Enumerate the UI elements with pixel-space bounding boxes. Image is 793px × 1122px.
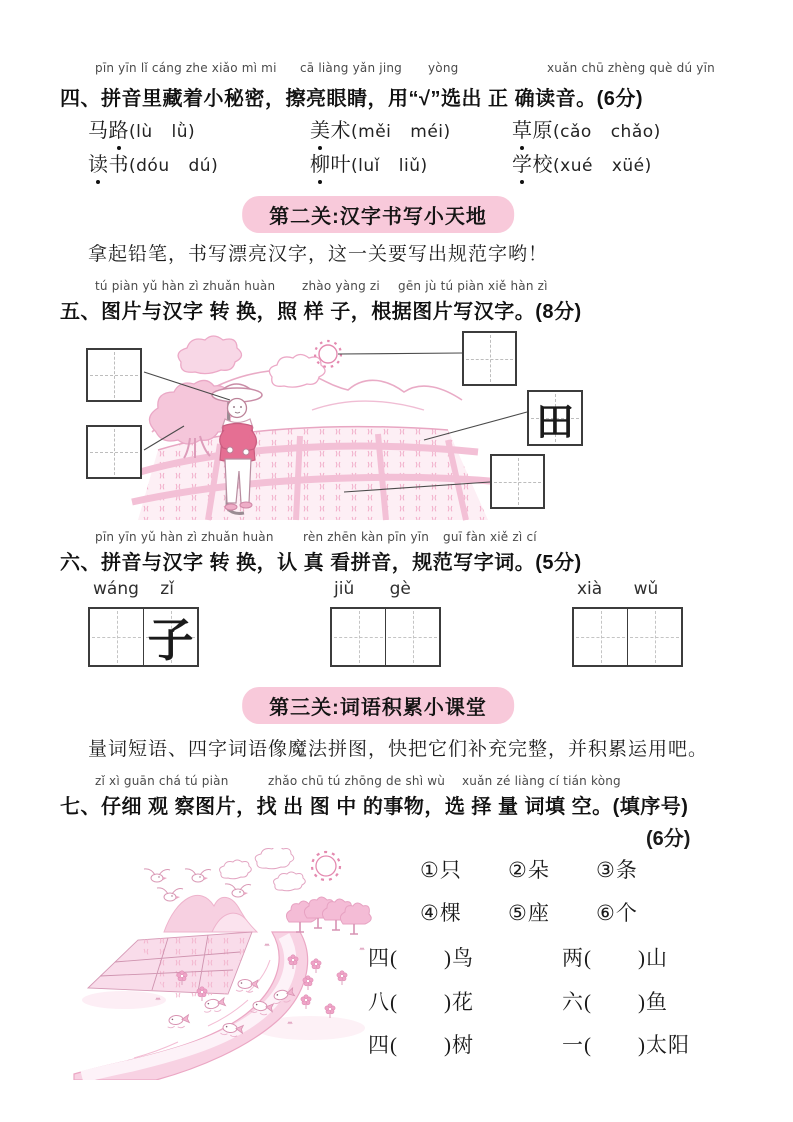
answer-box-sun[interactable]	[462, 331, 517, 386]
measure-word-option: ①只	[420, 858, 462, 882]
writing-grid[interactable]	[572, 607, 683, 667]
grid-cell[interactable]	[627, 609, 681, 665]
blank-prefix: 四(	[368, 1033, 398, 1057]
section6-pinyin-seg: pīn yīn yǔ hàn zì zhuǎn huàn	[95, 530, 274, 544]
pinyin-options: (luǐ liǔ)	[351, 156, 428, 176]
cell-char	[574, 609, 627, 665]
grid-cell[interactable]	[385, 609, 439, 665]
section5-heading: 五、图片与汉字 转 换，照 样 子，根据图片写汉字。(8分)	[60, 301, 582, 323]
measure-word-option: ④棵	[420, 901, 462, 925]
blank-fish[interactable]	[562, 986, 668, 1016]
blank-suffix: )太阳	[638, 1033, 690, 1057]
measure-word-option: ②朵	[508, 858, 550, 882]
grid-cell[interactable]	[332, 609, 385, 665]
blank-prefix: 六(	[562, 990, 592, 1014]
section6-pinyin-seg: guī fàn xiě zì cí	[443, 530, 537, 544]
writing-grid[interactable]	[88, 607, 199, 667]
pinyin-choice-item	[512, 148, 652, 177]
word-char-dotted: 草	[512, 114, 533, 143]
answer-box-seedling[interactable]	[490, 454, 545, 509]
banner-level2: 第二关:汉字书写小天地	[242, 196, 514, 233]
section5-pinyin-seg: tú piàn yǔ hàn zì zhuǎn huàn	[95, 279, 276, 293]
blank-prefix: 八(	[368, 990, 398, 1014]
word-char-dotted: 美	[310, 114, 331, 143]
section4-pinyin-seg: pīn yīn lǐ cáng zhe xiǎo mì mi	[95, 61, 277, 75]
mountains-illustration	[164, 895, 257, 932]
countryside-illustration	[60, 328, 720, 525]
blank-sun[interactable]	[562, 1029, 690, 1059]
word-char: 叶	[330, 154, 351, 176]
section7-score: (6分)	[646, 828, 691, 850]
section5-pinyin-seg: gēn jù tú piàn xiě hàn zì	[398, 279, 548, 293]
blank-suffix: )鸟	[444, 946, 474, 970]
measure-word-option: ⑥个	[596, 901, 638, 925]
grid-cell[interactable]	[90, 609, 143, 665]
pinyin-options: (cǎo chǎo)	[553, 122, 661, 142]
word-char-dotted: 读	[88, 148, 109, 177]
field-illustration	[88, 932, 252, 998]
section5-intro: 拿起铅笔，书写漂亮汉字，这一关要写出规范字哟！	[88, 244, 549, 265]
blank-mountain[interactable]	[562, 942, 668, 972]
pinyin-options: (dóu dú)	[129, 156, 219, 176]
example-box-field	[527, 390, 583, 446]
word-char: 校	[532, 154, 553, 176]
blank-suffix: )树	[444, 1033, 474, 1057]
pinyin-options: (měi méi)	[351, 122, 451, 142]
blank-bird[interactable]	[368, 942, 474, 972]
section7-pinyin-seg: zhǎo chū tú zhōng de shì wù	[268, 774, 446, 788]
cell-char	[628, 609, 681, 665]
word-pinyin: xià wǔ	[577, 579, 659, 599]
cell-char	[386, 609, 439, 665]
blank-flower[interactable]	[368, 986, 474, 1016]
section4-pinyin-seg: yòng	[428, 61, 459, 75]
grid-cell	[143, 609, 197, 665]
grid-cell[interactable]	[574, 609, 627, 665]
cell-char: 子	[147, 615, 194, 666]
pinyin-choice-item	[310, 148, 428, 177]
word-char: 原	[532, 120, 553, 142]
blank-suffix: )花	[444, 990, 474, 1014]
landscape-illustration	[60, 848, 405, 1080]
pinyin-choice-item	[310, 114, 451, 143]
blank-suffix: )山	[638, 946, 668, 970]
answer-box-person[interactable]	[86, 348, 142, 402]
tree-icon	[286, 897, 371, 934]
measure-word-option: ③条	[596, 858, 638, 882]
pinyin-options: (xué xüé)	[553, 156, 652, 176]
section7-intro: 量词短语、四字词语像魔法拼图，快把它们补充完整，并积累运用吧。	[88, 739, 709, 760]
word-char: 马	[88, 120, 109, 142]
blank-prefix: 一(	[562, 1033, 592, 1057]
word-char-dotted: 学	[512, 148, 533, 177]
answer-box-tree[interactable]	[86, 425, 142, 479]
pinyin-choice-item	[88, 148, 218, 177]
word-char-dotted: 柳	[310, 148, 331, 177]
word-pinyin: wáng zǐ	[93, 579, 174, 599]
measure-word-option: ⑤座	[508, 901, 550, 925]
cloud-icon	[220, 848, 306, 891]
section5-pinyin-seg: zhào yàng zi	[302, 279, 380, 293]
word-pinyin: jiǔ gè	[334, 579, 411, 599]
cell-char	[90, 609, 143, 665]
ground-patch	[82, 991, 166, 1009]
section4-heading: 四、拼音里藏着小秘密，擦亮眼睛，用“√”选出 正 确读音。(6分)	[60, 88, 644, 110]
blank-suffix: )鱼	[638, 990, 668, 1014]
sun-icon	[315, 341, 341, 367]
banner-level3: 第三关:词语积累小课堂	[242, 687, 514, 724]
section7-pinyin-seg: zǐ xì guān chá tú piàn	[95, 774, 229, 788]
cell-char	[332, 609, 385, 665]
pinyin-options: (lù lǜ)	[129, 122, 196, 142]
section4-pinyin-seg: cā liàng yǎn jing	[300, 61, 402, 75]
blank-tree[interactable]	[368, 1029, 474, 1059]
section7-pinyin-seg: xuǎn zé liàng cí tián kòng	[462, 774, 621, 788]
section6-heading: 六、拼音与汉字 转 换，认 真 看拼音，规范写字词。(5分)	[60, 552, 582, 574]
pinyin-choice-item	[512, 114, 661, 143]
section6-pinyin-seg: rèn zhēn kàn pīn yīn	[303, 530, 430, 544]
pinyin-choice-item	[88, 114, 195, 143]
example-char: 田	[535, 401, 574, 444]
sun-icon	[312, 852, 340, 880]
cloud-icon	[178, 336, 325, 387]
blank-prefix: 两(	[562, 946, 592, 970]
word-char-dotted: 路	[109, 114, 130, 143]
word-char: 术	[330, 120, 351, 142]
section4-pinyin-seg: xuǎn chū zhèng què dú yīn	[547, 61, 715, 75]
writing-grid[interactable]	[330, 607, 441, 667]
word-char: 书	[108, 154, 129, 176]
blank-prefix: 四(	[368, 946, 398, 970]
section7-heading: 七、仔细 观 察图片，找 出 图 中 的事物，选 择 量 词填 空。(填序号)	[60, 796, 689, 818]
